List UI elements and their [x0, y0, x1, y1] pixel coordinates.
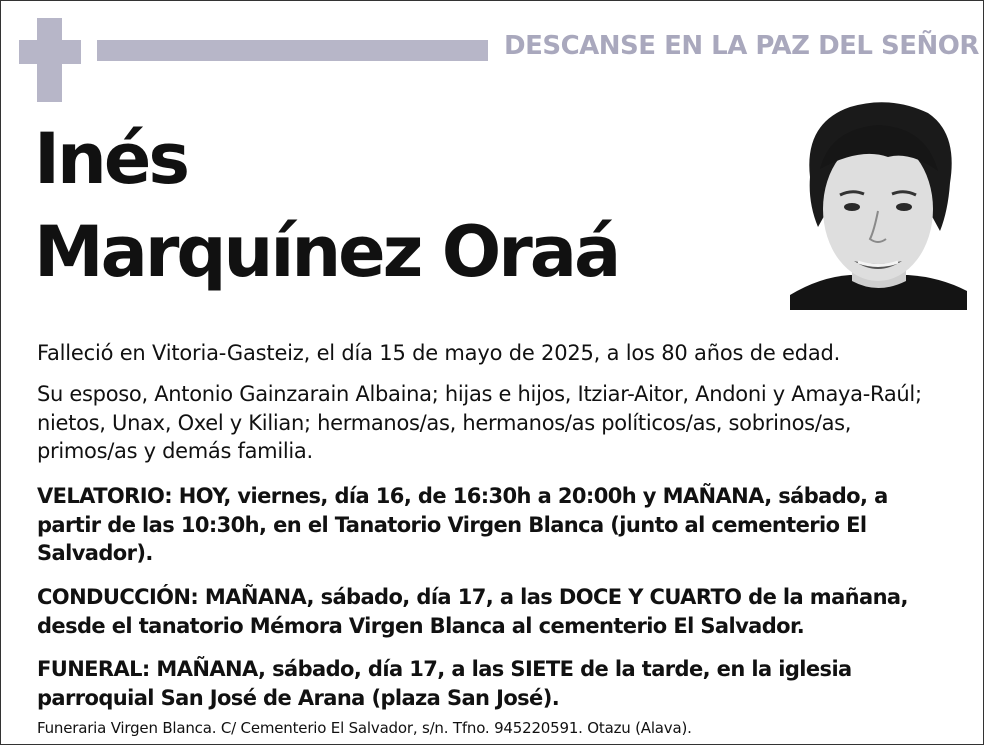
header-rule	[97, 40, 488, 61]
wake-info: VELATORIO: HOY, viernes, día 16, de 16:30h a 20:00h y MAÑANA, sábado, a partir de las 10:30h, en el Tanatorio Virgen Blanca (junto al cementerio El Salvador).	[37, 484, 888, 565]
death-statement: Falleció en Vitoria-Gasteiz, el día 15 de mayo de 2025, a los 80 años de edad.	[37, 341, 841, 365]
deceased-surnames: Marquínez Oraá	[34, 211, 619, 293]
header-title: DESCANSE EN LA PAZ DEL SEÑOR	[504, 31, 979, 61]
deceased-first-name: Inés	[34, 118, 188, 200]
funeral-home-footer: Funeraria Virgen Blanca. C/ Cementerio El Salvador, s/n. Tfno. 945220591. Otazu (Alava).	[37, 719, 692, 737]
procession-info: CONDUCCIÓN: MAÑANA, sábado, día 17, a las DOCE Y CUARTO de la mañana, desde el tanatorio Mémora Virgen Blanca al cementerio El Salvador.	[37, 585, 908, 638]
family-list: Su esposo, Antonio Gainzarain Albaina; hijas e hijos, Itziar-Aitor, Andoni y Amaya-Raúl; nietos, Unax, Oxel y Kilian; hermanos/as, hermanos/as políticos/as, sobrinos/as, primos/as y demás familia.	[37, 382, 922, 463]
portrait-photo	[790, 99, 967, 310]
funeral-info: FUNERAL: MAÑANA, sábado, día 17, a las SIETE de la tarde, en la iglesia parroquial San José de Arana (plaza San José).	[37, 657, 852, 710]
cross-horizontal-bar	[19, 40, 81, 64]
